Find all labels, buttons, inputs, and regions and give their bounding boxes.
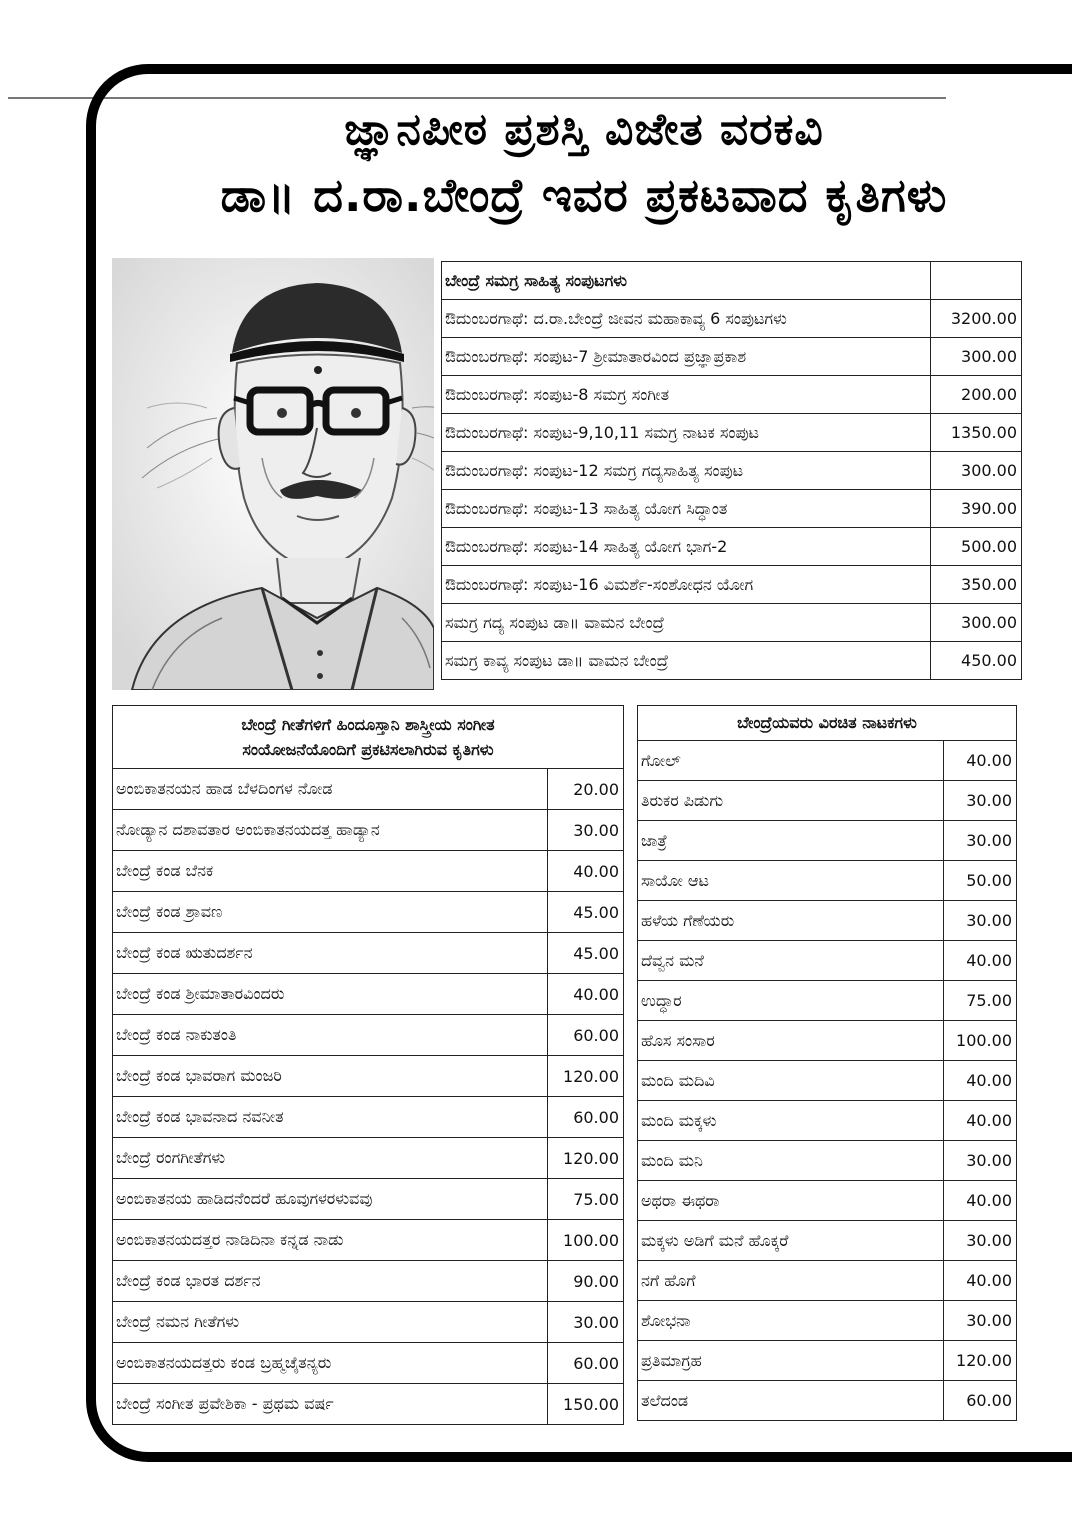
book-title: ಔದುಂಬರಗಾಥೆ: ದ.ರಾ.ಬೇಂದ್ರೆ ಜೀವನ ಮಹಾಕಾವ್ಯ 6 ಸಂಪುಟಗಳು: [442, 300, 931, 338]
table-row: [442, 642, 1022, 680]
book-title: ಅಂಬಿಕಾತನಯದತ್ತರ ನಾಡಿದಿನಾ ಕನ್ನಡ ನಾಡು: [113, 1220, 548, 1261]
book-price: 300.00: [931, 604, 1022, 642]
book-title: ಬೇಂದ್ರೆ ಕಂಡ ಭಾವನಾದ ನವನೀತ: [113, 1097, 548, 1138]
table-row: [442, 490, 1022, 528]
book-price: 40.00: [548, 851, 624, 892]
book-title: ಬೇಂದ್ರೆ ರಂಗಗೀತೆಗಳು: [113, 1138, 548, 1179]
nataka-books-table: [637, 705, 1017, 1421]
table-row: [638, 1181, 1017, 1221]
book-price: 75.00: [548, 1179, 624, 1220]
table-row: [113, 1138, 624, 1179]
book-title: ಸಮಗ್ರ ಕಾವ್ಯ ಸಂಪುಟ ಡಾ॥ ವಾಮನ ಬೇಂದ್ರೆ: [442, 642, 931, 680]
table-row: [638, 1141, 1017, 1181]
book-title: ತಲೆದಂಡ: [638, 1381, 944, 1421]
book-price: 30.00: [944, 1141, 1017, 1181]
book-price: 40.00: [944, 941, 1017, 981]
book-title: ಬೇಂದ್ರೆ ಕಂಡ ನಾಕುತಂತಿ: [113, 1015, 548, 1056]
table-row: [638, 981, 1017, 1021]
empty-header-cell: [931, 262, 1022, 300]
book-title: ಬೇಂದ್ರೆ ನಮನ ಗೀತೆಗಳು: [113, 1302, 548, 1343]
book-title: ಹಳೆಯ ಗೆಣೆಯರು: [638, 901, 944, 941]
book-title: ಹೊಸ ಸಂಸಾರ: [638, 1021, 944, 1061]
table-row: [113, 1179, 624, 1220]
table-row: [638, 1221, 1017, 1261]
table-row: [638, 941, 1017, 981]
portrait-sketch: [112, 258, 434, 690]
book-price: 90.00: [548, 1261, 624, 1302]
book-title: ಬೇಂದ್ರೆ ಕಂಡ ಋತುದರ್ಶನ: [113, 933, 548, 974]
book-title: ಜಾತ್ರೆ: [638, 821, 944, 861]
book-title: ಔದುಂಬರಗಾಥೆ: ಸಂಪುಟ-14 ಸಾಹಿತ್ಯ ಯೋಗ ಭಾಗ-2: [442, 528, 931, 566]
book-price: 120.00: [548, 1138, 624, 1179]
book-title: ಅಥರಾ ಈಥರಾ: [638, 1181, 944, 1221]
book-title: ಬೇಂದ್ರೆ ಸಂಗೀತ ಪ್ರವೇಶಿಕಾ - ಪ್ರಥಮ ವರ್ಷ: [113, 1384, 548, 1425]
book-price: 40.00: [944, 1061, 1017, 1101]
title-line-1: ಜ್ಞಾನಪೀಠ ಪ್ರಶಸ್ತಿ ವಿಜೇತ ವರಕವಿ: [344, 104, 824, 155]
book-price: 120.00: [548, 1056, 624, 1097]
book-price: 60.00: [548, 1097, 624, 1138]
table-row: [113, 769, 624, 810]
table-row: [113, 1261, 624, 1302]
table-row: [442, 604, 1022, 642]
table-row: [638, 741, 1017, 781]
book-price: 450.00: [931, 642, 1022, 680]
book-price: 75.00: [944, 981, 1017, 1021]
book-title: ಬೇಂದ್ರೆ ಕಂಡ ಶ್ರೀಮಾತಾರವಿಂದರು: [113, 974, 548, 1015]
table-row: [113, 1384, 624, 1425]
table-header-row: [113, 706, 624, 769]
table-row: [638, 901, 1017, 941]
book-price: 40.00: [944, 1181, 1017, 1221]
book-title: ದೆವ್ವನ ಮನೆ: [638, 941, 944, 981]
nataka-header: ಬೇಂದ್ರೆಯವರು ವಿರಚಿತ ನಾಟಕಗಳು: [638, 706, 1017, 741]
table-row: [113, 1220, 624, 1261]
book-title: ಔದುಂಬರಗಾಥೆ: ಸಂಪುಟ-9,10,11 ಸಮಗ್ರ ನಾಟಕ ಸಂಪುಟ: [442, 414, 931, 452]
book-price: 3200.00: [931, 300, 1022, 338]
table-row: [638, 1381, 1017, 1421]
book-price: 500.00: [931, 528, 1022, 566]
table-row: [113, 1302, 624, 1343]
table-header-row: [638, 706, 1017, 741]
table-row: [442, 414, 1022, 452]
book-price: 30.00: [944, 1221, 1017, 1261]
book-price: 350.00: [931, 566, 1022, 604]
book-title: ಪ್ರತಿಮಾಗ್ರಹ: [638, 1341, 944, 1381]
book-title: ಮಕ್ಕಳು ಅಡಿಗೆ ಮನೆ ಹೊಕ್ಕರೆ: [638, 1221, 944, 1261]
sangeeta-header-line-2: ಸಂಯೋಜನೆಯೊಂದಿಗೆ ಪ್ರಕಟಿಸಲಾಗಿರುವ ಕೃತಿಗಳು: [242, 740, 494, 759]
table-row: [638, 781, 1017, 821]
book-title: ಔದುಂಬರಗಾಥೆ: ಸಂಪುಟ-16 ವಿಮರ್ಶೆ-ಸಂಶೋಧನ ಯೋಗ: [442, 566, 931, 604]
book-price: 60.00: [944, 1381, 1017, 1421]
book-price: 40.00: [944, 741, 1017, 781]
table-row: [442, 376, 1022, 414]
table-header-row: [442, 262, 1022, 300]
book-title: ಔದುಂಬರಗಾಥೆ: ಸಂಪುಟ-7 ಶ್ರೀಮಾತಾರವಿಂದ ಪ್ರಜ್ಞಾಪ್ರಕಾಶ: [442, 338, 931, 376]
book-title: ಸಾಯೋ ಆಟ: [638, 861, 944, 901]
book-price: 45.00: [548, 892, 624, 933]
book-title: ಅಂಬಿಕಾತನಯದತ್ತರು ಕಂಡ ಬ್ರಹ್ಮಚೈತನ್ಯರು: [113, 1343, 548, 1384]
book-price: 40.00: [944, 1261, 1017, 1301]
book-price: 200.00: [931, 376, 1022, 414]
table-row: [442, 452, 1022, 490]
book-price: 100.00: [548, 1220, 624, 1261]
book-price: 390.00: [931, 490, 1022, 528]
samagra-volumes-table: [441, 261, 1022, 680]
book-title: ನಗೆ ಹೊಗೆ: [638, 1261, 944, 1301]
samagra-header: ಬೇಂದ್ರೆ ಸಮಗ್ರ ಸಾಹಿತ್ಯ ಸಂಪುಟಗಳು: [442, 262, 931, 300]
table-row: [442, 338, 1022, 376]
book-title: ಔದುಂಬರಗಾಥೆ: ಸಂಪುಟ-13 ಸಾಹಿತ್ಯ ಯೋಗ ಸಿದ್ಧಾಂತ: [442, 490, 931, 528]
book-title: ಬೇಂದ್ರೆ ಕಂಡ ಶ್ರಾವಣ: [113, 892, 548, 933]
book-price: 300.00: [931, 338, 1022, 376]
sangeeta-books-table: [112, 705, 624, 1425]
table-row: [638, 1301, 1017, 1341]
book-price: 40.00: [944, 1101, 1017, 1141]
sangeeta-header: [113, 706, 624, 769]
table-row: [638, 1021, 1017, 1061]
book-price: 30.00: [944, 781, 1017, 821]
table-row: [638, 821, 1017, 861]
book-title: ಅಂಬಿಕಾತನಯನ ಹಾಡ ಬೆಳದಿಂಗಳ ನೋಡ: [113, 769, 548, 810]
book-title: ಬೇಂದ್ರೆ ಕಂಡ ಭಾವರಾಗ ಮಂಜರಿ: [113, 1056, 548, 1097]
book-price: 1350.00: [931, 414, 1022, 452]
book-price: 100.00: [944, 1021, 1017, 1061]
book-title: ಶೋಭನಾ: [638, 1301, 944, 1341]
book-price: 30.00: [548, 810, 624, 851]
book-price: 30.00: [944, 1301, 1017, 1341]
title-line-2: ಡಾ॥ ದ.ರಾ.ಬೇಂದ್ರೆ ಇವರ ಪ್ರಕಟವಾದ ಕೃತಿಗಳು: [220, 168, 948, 222]
book-price: 60.00: [548, 1015, 624, 1056]
book-title: ಮಂದಿ ಮನಿ: [638, 1141, 944, 1181]
book-title: ಉದ್ಧಾರ: [638, 981, 944, 1021]
table-row: [113, 1097, 624, 1138]
table-row: [113, 933, 624, 974]
table-row: [638, 861, 1017, 901]
book-title: ಗೋಲ್: [638, 741, 944, 781]
book-title: ಮಂದಿ ಮದಿವಿ: [638, 1061, 944, 1101]
table-row: [113, 810, 624, 851]
book-price: 40.00: [548, 974, 624, 1015]
table-row: [442, 566, 1022, 604]
table-row: [113, 974, 624, 1015]
table-row: [442, 300, 1022, 338]
table-row: [638, 1101, 1017, 1141]
table-row: [113, 1015, 624, 1056]
table-row: [113, 1343, 624, 1384]
book-title: ಬೇಂದ್ರೆ ಕಂಡ ಬೆನಕ: [113, 851, 548, 892]
book-price: 45.00: [548, 933, 624, 974]
book-title: ಔದುಂಬರಗಾಥೆ: ಸಂಪುಟ-12 ಸಮಗ್ರ ಗದ್ಯಸಾಹಿತ್ಯ ಸಂಪುಟ: [442, 452, 931, 490]
table-row: [638, 1061, 1017, 1101]
book-price: 50.00: [944, 861, 1017, 901]
book-price: 120.00: [944, 1341, 1017, 1381]
table-row: [113, 892, 624, 933]
book-price: 30.00: [944, 821, 1017, 861]
book-title: ಬೇಂದ್ರೆ ಕಂಡ ಭಾರತ ದರ್ಶನ: [113, 1261, 548, 1302]
book-price: 150.00: [548, 1384, 624, 1425]
book-title: ಮಂದಿ ಮಕ್ಕಳು: [638, 1101, 944, 1141]
book-title: ಸಮಗ್ರ ಗದ್ಯ ಸಂಪುಟ ಡಾ॥ ವಾಮನ ಬೇಂದ್ರೆ: [442, 604, 931, 642]
table-row: [442, 528, 1022, 566]
book-price: 20.00: [548, 769, 624, 810]
table-row: [113, 851, 624, 892]
table-row: [638, 1341, 1017, 1381]
book-title: ನೋಡ್ಯಾನ ದಶಾವತಾರ ಅಂಬಿಕಾತನಯದತ್ತ ಹಾಡ್ಯಾನ: [113, 810, 548, 851]
book-price: 60.00: [548, 1343, 624, 1384]
table-row: [638, 1261, 1017, 1301]
book-title: ಅಂಬಿಕಾತನಯ ಹಾಡಿದನೆಂದರೆ ಹೂವುಗಳರಳುವವು: [113, 1179, 548, 1220]
book-title: ತಿರುಕರ ಪಿಡುಗು: [638, 781, 944, 821]
book-price: 30.00: [548, 1302, 624, 1343]
book-title: ಔದುಂಬರಗಾಥೆ: ಸಂಪುಟ-8 ಸಮಗ್ರ ಸಂಗೀತ: [442, 376, 931, 414]
sangeeta-header-line-1: ಬೇಂದ್ರೆ ಗೀತೆಗಳಿಗೆ ಹಿಂದೂಸ್ತಾನಿ ಶಾಸ್ತ್ರೀಯ ಸಂಗೀತ: [241, 715, 495, 734]
book-price: 300.00: [931, 452, 1022, 490]
book-price: 30.00: [944, 901, 1017, 941]
table-row: [113, 1056, 624, 1097]
